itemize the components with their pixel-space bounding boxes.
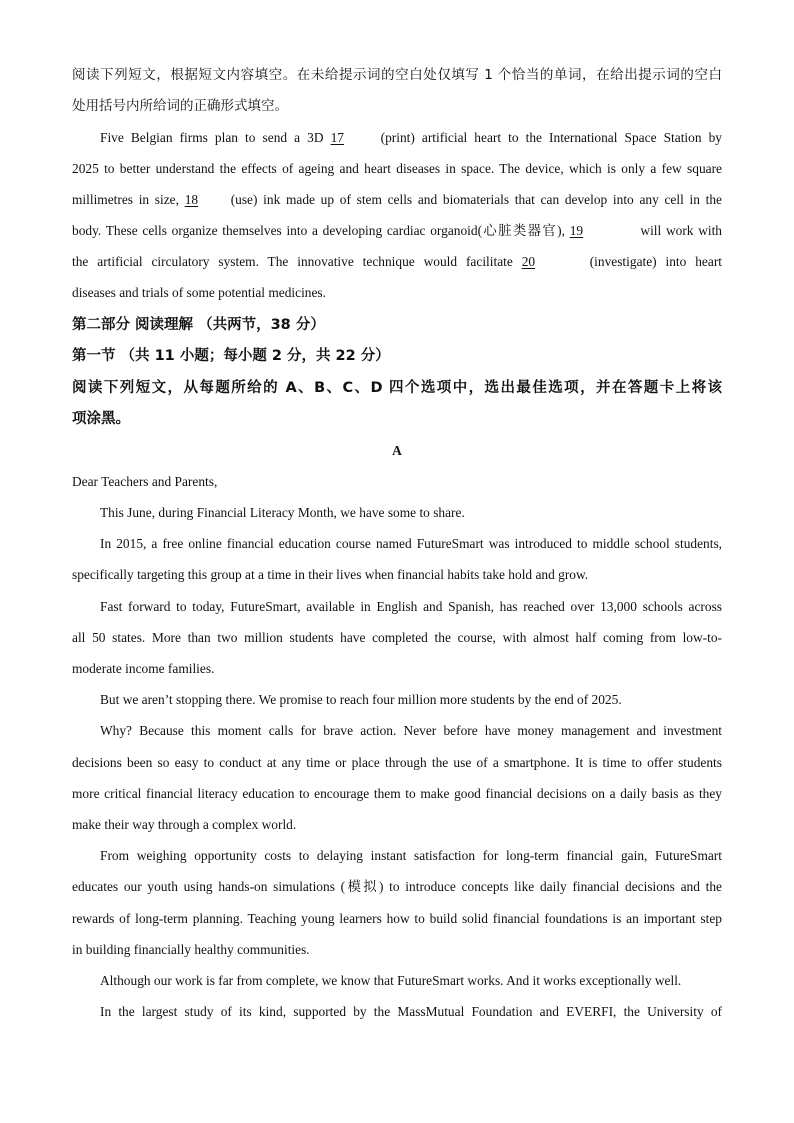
blank-19: 19 [569,223,584,238]
cloze-text: (investigate) into heart [589,254,722,269]
passage-line: moderate income families. [72,661,215,676]
passage-line: decisions been so easy to conduct at any time or place through the use of a smartphone. It is time to offer students [72,755,722,770]
cloze-text: millimetres in size, [72,192,185,207]
passage-line: This June, during Financial Literacy Month, we have some to share. [100,505,465,520]
cloze-line-2: 2025 to better understand the effects of ageing and heart diseases in space. The device, which is only a few square [72,161,722,176]
cloze-text: body. These cells organize themselves into a developing cardiac organoid(心脏类器官), [72,223,570,238]
cloze-text: (use) ink made up of stem cells and biomaterials that can develop into any cell in the [230,192,722,207]
passage-line: more critical financial literacy education to encourage them to make good financial decisions on a daily basis as they [72,786,722,801]
passage-line: specifically targeting this group at a time in their lives when financial habits take hold and grow. [72,567,589,582]
passage-line: rewards of long-term planning. Teaching young learners how to build solid financial foundations is an important step [72,911,722,926]
passage-line: Dear Teachers and Parents, [72,474,218,489]
blank-18: 18 [184,192,199,207]
passage-line: make their way through a complex world. [72,817,297,832]
cloze-instruction-line-1: 阅读下列短文，根据短文内容填空。在未给提示词的空白处仅填写 1 个恰当的单词，在给出提示词的空白 [72,67,722,83]
part2-heading: 第二部分 阅读理解 （共两节，38 分） [72,317,325,333]
passage-line: all 50 states. More than two million students have completed the course, with almost half coming from low-to- [72,630,722,645]
cloze-line-1 [100,122,722,153]
cloze-text: Five Belgian firms plan to send a 3D [100,130,331,145]
reading-instruction-line-2: 项涂黑。 [72,411,130,427]
cloze-line-3 [72,184,722,215]
passage-line: Although our work is far from complete, we know that FutureSmart works. And it works exceptionally well. [100,973,682,988]
cloze-line-6: diseases and trials of some potential medicines. [72,285,326,300]
section1-heading: 第一节 （共 11 小题；每小题 2 分，共 22 分） [72,348,390,364]
cloze-text: (print) artificial heart to the International Space Station by [380,130,722,145]
passage-line: educates our youth using hands-on simulations (模拟) to introduce concepts like daily financial decisions and the [72,879,722,894]
passage-line: In 2015, a free online financial education course named FutureSmart was introduced to middle school students, [100,536,722,551]
reading-instruction-line-1: 阅读下列短文，从每题所给的 A、B、C、D 四个选项中，选出最佳选项，并在答题卡上将该 [72,380,722,396]
blank-20: 20 [521,254,536,269]
blank-17: 17 [330,130,344,145]
passage-line: From weighing opportunity costs to delaying instant satisfaction for long-term financial gain, FutureSmart [100,848,722,863]
passage-label: A [392,443,402,458]
cloze-text: the artificial circulatory system. The innovative technique would facilitate [72,254,522,269]
cloze-line-4 [72,215,722,246]
cloze-text: will work with [635,223,722,238]
passage-line: In the largest study of its kind, supported by the MassMutual Foundation and EVERFI, the University of [100,1004,722,1019]
passage-line: in building financially healthy communities. [72,942,310,957]
cloze-line-5 [72,246,722,277]
cloze-instruction-line-2: 处用括号内所给词的正确形式填空。 [72,98,288,114]
passage-line: But we aren’t stopping there. We promise to reach four million more students by the end of 2025. [100,692,622,707]
passage-line: Why? Because this moment calls for brave action. Never before have money management and investment [100,723,722,738]
passage-line: Fast forward to today, FutureSmart, available in English and Spanish, has reached over 13,000 schools across [100,599,722,614]
